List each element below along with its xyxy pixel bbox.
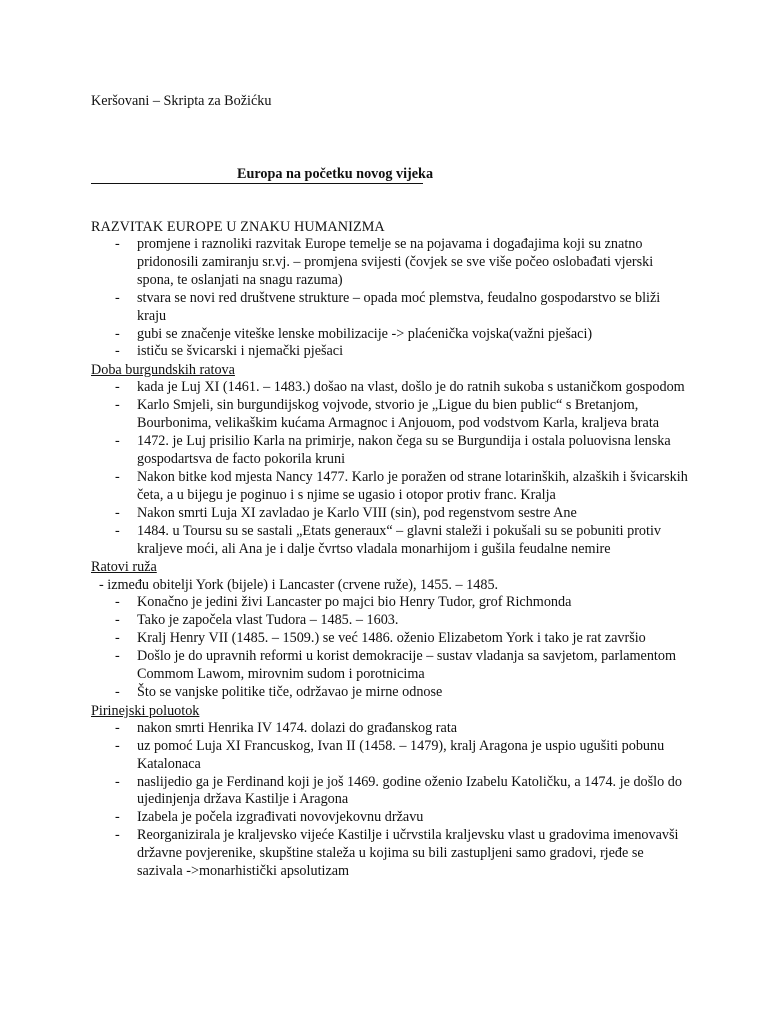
bullet-dash: - (115, 773, 120, 790)
bullet-dash: - (115, 468, 120, 485)
list-item-text: kada je Luj XI (1461. – 1483.) došao na vlast, došlo je do ratnih sukoba s ustaničkom gospodom (137, 379, 685, 396)
burgundy-list (91, 379, 691, 558)
list-item-text: uz pomoć Luja XI Francuskog, Ivan II (1458. – 1479), kralj Aragona je uspio ugušiti pobunu Katalonaca (137, 737, 665, 772)
list-item (91, 630, 691, 648)
list-item (91, 809, 691, 827)
roses-list (91, 594, 691, 701)
iberian-list (91, 720, 691, 881)
bullet-dash: - (115, 648, 120, 665)
list-item (91, 684, 691, 702)
bullet-dash: - (115, 343, 120, 360)
list-item (91, 469, 691, 505)
list-item-text: Došlo je do upravnih reformi u korist demokracije – sustav vladanja sa savjetom, parlamentom Commom Lawom, mirovnim sudom i porotnicima (137, 648, 676, 683)
title-rule (91, 165, 434, 184)
list-item (91, 612, 691, 630)
list-item (91, 523, 691, 559)
list-item (91, 379, 691, 397)
list-item (91, 397, 691, 433)
bullet-dash: - (115, 630, 120, 647)
list-item-text: Karlo Smjeli, sin burgundijskog vojvode, stvorio je „Ligue du bien public“ s Bretanjom, Bourbonima, velikaškim kućama Armagnoc i Anjouom, pod vodstvom Karla, kraljeva brata (137, 397, 660, 432)
list-item (91, 343, 691, 361)
bullet-dash: - (115, 504, 120, 521)
section-heading-burgundy: Doba burgundskih ratova (91, 362, 235, 379)
list-item (91, 433, 691, 469)
list-item-text: 1472. je Luj prisilio Karla na primirje, nakon čega su se Burgundija i ostala poluovisna lenska gospodartsva de facto pokorila kruni (137, 433, 671, 467)
list-item (91, 326, 691, 344)
list-item-text: gubi se značenje viteške lenske mobilizacije -> plaćenička vojska(važni pješaci) (137, 325, 593, 342)
list-item-text: stvara se novi red društvene strukture – opada moć plemstva, feudalno gospodarstvo se bliži kraju (137, 289, 661, 324)
section-heading-iberian-peninsula: Pirinejski poluotok (91, 702, 200, 719)
list-item (91, 290, 691, 326)
section-lead-line: - između obitelji York (bijele) i Lancaster (crvene ruže), 1455. – 1485. (99, 577, 499, 594)
list-item-text: nakon smrti Henrika IV 1474. dolazi do građanskog rata (137, 719, 458, 736)
bullet-dash: - (115, 433, 120, 450)
list-item-text: Izabela je počela izgrađivati novovjekovnu državu (137, 809, 424, 826)
bullet-dash: - (115, 719, 120, 736)
list-item (91, 505, 691, 523)
bullet-dash: - (115, 397, 120, 414)
bullet-dash: - (115, 236, 120, 252)
list-item-text: Konačno je jedini živi Lancaster po majci bio Henry Tudor, grof Richmonda (137, 594, 572, 611)
bullet-dash: - (115, 612, 120, 629)
list-item-text: promjene i raznoliki razvitak Europe temelje se na pojavama i događajima koji su znatno pridonosili zamiranju sr.vj. – promjena svijesti (čovjek se sve više počeo oslobađati vjerski spona, te oslanjati na snagu razuma) (137, 236, 654, 288)
list-item-text: 1484. u Toursu su se sastali „Etats generaux“ – glavni staleži i pokušali su se pobuniti protiv kraljeve moći, ali Ana je i dalje čvrtso vladala monarhijom i gušila feudalne nemire (137, 522, 661, 557)
list-item (91, 774, 691, 810)
list-item-text: Što se vanjske politike tiče, održavao je mirne odnose (137, 683, 443, 700)
intro-list (91, 236, 691, 361)
section-heading-wars-of-roses: Ratovi ruža (91, 559, 157, 576)
bullet-dash: - (115, 594, 120, 611)
bullet-dash: - (115, 522, 120, 539)
bullet-dash: - (115, 379, 120, 396)
list-item-text: Tako je započela vlast Tudora – 1485. – 1603. (137, 612, 399, 629)
list-item-text: ističu se švicarski i njemački pješaci (137, 343, 344, 360)
bullet-dash: - (115, 737, 120, 754)
document-body (91, 218, 691, 881)
list-item-text: Nakon smrti Luja XI zavladao je Karlo VIII (sin), pod regenstvom sestre Ane (137, 504, 577, 521)
list-item (91, 648, 691, 684)
bullet-dash: - (115, 289, 120, 306)
bullet-dash: - (115, 827, 120, 844)
bullet-dash: - (115, 809, 120, 826)
document-header: Keršovani – Skripta za Božićku (91, 93, 272, 109)
bullet-dash: - (115, 683, 120, 700)
list-item (91, 594, 691, 612)
document-title: Europa na početku novog vijeka (237, 166, 434, 182)
list-item (91, 236, 691, 290)
list-item-text: Nakon bitke kod mjesta Nancy 1477. Karlo je poražen od strane lotarinških, alzaških i švicarskih četa, a u bijegu je poginuo i s njime se ugasio i otopor protiv franc. Kralja (137, 468, 688, 503)
main-heading: RAZVITAK EUROPE U ZNAKU HUMANIZMA (91, 219, 385, 235)
list-item (91, 827, 691, 881)
list-item (91, 738, 691, 774)
list-item-text: naslijedio ga je Ferdinand koji je još 1469. godine oženio Izabelu Katoličku, a 1474. je došlo do ujedinjenja država Kastilje i Aragona (137, 773, 682, 808)
list-item (91, 720, 691, 738)
list-item-text: Kralj Henry VII (1485. – 1509.) se već 1486. oženio Elizabetom York i tako je rat završio (137, 630, 646, 647)
bullet-dash: - (115, 325, 120, 342)
list-item-text: Reorganizirala je kraljevsko vijeće Kastilje i učrvstila kraljevsku vlast u gradovima imenovavši državne povjerenike, skupštine staleža u kojima su bili zastupljeni samo gradovi, rjeđe se sazivala ->monarhistički apsolutizam (137, 827, 679, 880)
